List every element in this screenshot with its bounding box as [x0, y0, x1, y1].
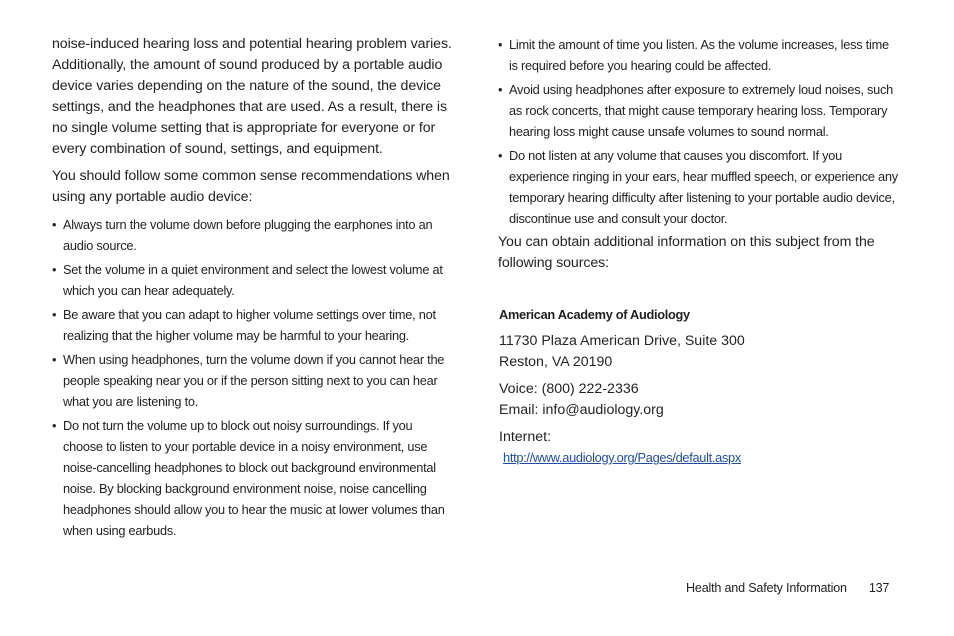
list-item — [498, 34, 898, 76]
list-item-text: Avoid using headphones after exposure to extremely loud noises, such as rock concerts, that might cause temporary hearing loss. Temporary hearing loss might cause unsafe volumes to sound normal. — [509, 82, 893, 139]
recommendations-intro: You should follow some common sense recommendations when using any portable audio device: — [52, 168, 450, 205]
right-bullet-list — [498, 34, 898, 229]
page-number: 137 — [868, 581, 890, 595]
bullet-icon: • — [52, 352, 57, 367]
contact-info — [499, 379, 898, 421]
bullet-icon: • — [52, 307, 57, 322]
address-line: 11730 Plaza American Drive, Suite 300 — [499, 333, 745, 349]
internet-block — [499, 427, 898, 448]
list-item — [498, 145, 898, 229]
address-line: Reston, VA 20190 — [499, 354, 613, 370]
page-footer — [686, 579, 889, 597]
list-item-text: When using headphones, turn the volume down if you cannot hear the people speaking near you or if the person sitting next to you can hear what you are listening to. — [63, 352, 445, 409]
list-item — [498, 79, 898, 142]
right-column — [498, 34, 898, 468]
left-bullet-list — [52, 214, 452, 541]
list-item-text: Limit the amount of time you listen. As the volume increases, less time is required before you hearing could be affected. — [509, 37, 889, 73]
list-item — [52, 259, 452, 301]
list-item — [52, 415, 452, 541]
list-item-text: Always turn the volume down before plugging the earphones into an audio source. — [63, 217, 433, 253]
bullet-icon: • — [52, 217, 57, 232]
list-item-text: Be aware that you can adapt to higher volume settings over time, not realizing that the higher volume may be harmful to your hearing. — [63, 307, 436, 343]
email-address: Email: info@audiology.org — [499, 402, 664, 418]
bullet-icon: • — [52, 418, 57, 433]
list-item — [52, 349, 452, 412]
bullet-icon: • — [52, 262, 57, 277]
bullet-icon: • — [498, 148, 503, 163]
list-item — [52, 304, 452, 346]
voice-number: Voice: (800) 222-2336 — [499, 381, 639, 397]
list-item-text: Set the volume in a quiet environment and select the lowest volume at which you can hear adequately. — [63, 262, 443, 298]
bullet-icon: • — [498, 82, 503, 97]
intro-paragraph: noise-induced hearing loss and potential hearing problem varies. Additionally, the amount of sound produced by a portable audio device varies depending on the nature of the sound, the device settings, and the headphones that are used. As a result, there is no single volume setting that is appropriate for everyone or for every combination of sound, settings, and equipment. — [52, 36, 452, 157]
list-item — [52, 214, 452, 256]
audiology-website-link[interactable]: http://www.audiology.org/Pages/default.aspx — [503, 450, 741, 465]
list-item-text: Do not listen at any volume that causes you discomfort. If you experience ringing in your ears, hear muffled speech, or experience any temporary hearing difficulty after listening to your portable audio device, discontinue use and consult your doctor. — [509, 148, 898, 226]
left-column — [52, 34, 452, 544]
org-heading: American Academy of Audiology — [499, 307, 690, 322]
sources-paragraph: You can obtain additional information on this subject from the following sources: — [498, 234, 875, 271]
bullet-icon: • — [498, 37, 503, 52]
internet-label: Internet: — [499, 429, 552, 445]
footer-section-title: Health and Safety Information — [686, 581, 847, 595]
postal-address — [499, 331, 898, 373]
list-item-text: Do not turn the volume up to block out noisy surroundings. If you choose to listen to your portable device in a noisy environment, use noise-cancelling headphones to block out background environmental noise. By blocking background environment noise, noise cancelling headphones should allow you to hear the music at lower volumes than when using earbuds. — [63, 418, 445, 538]
